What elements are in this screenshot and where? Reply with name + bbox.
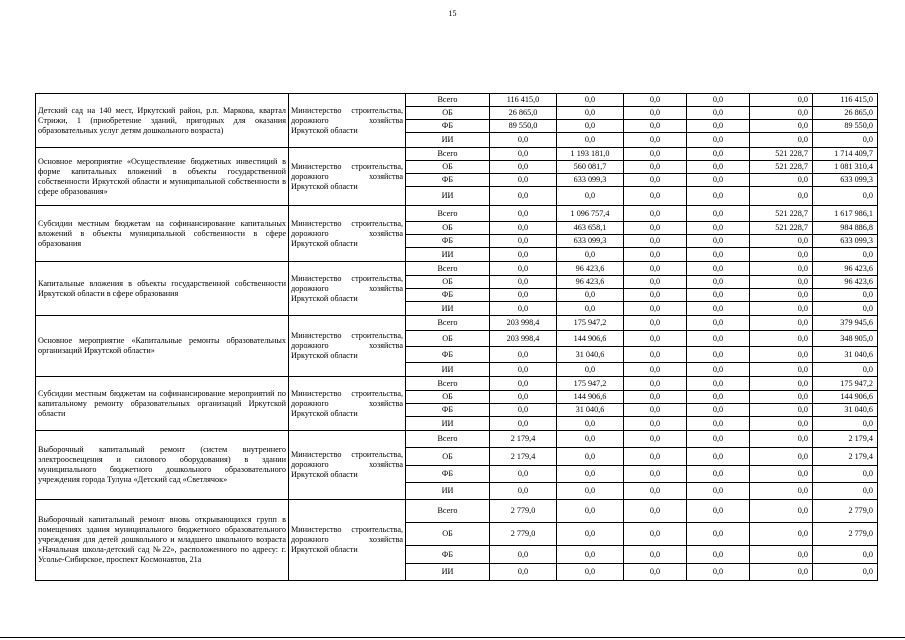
value-cell: 0,0 [490, 483, 557, 500]
value-cell: 0,0 [624, 523, 687, 546]
value-cell: 31 040,6 [557, 404, 624, 417]
value-cell: 0,0 [750, 466, 813, 483]
activity-description: Выборочный капитальный ремонт вновь открывающихся групп в помещениях здания муниципального бюджетного образовательного учреждения для детей дошкольного и младшего школьного возраста «Начальная школа-детский сад №22», расположенного по адресу: г. Усолье-Сибирское, проспект Космонавтов, 21а [36, 500, 289, 581]
value-cell: 0,0 [490, 161, 557, 174]
value-cell: 0,0 [624, 222, 687, 235]
table-row [36, 316, 878, 331]
value-cell: 0,0 [624, 500, 687, 523]
value-cell: 0,0 [813, 133, 878, 148]
value-cell: 560 081,7 [557, 161, 624, 174]
value-cell: 144 906,6 [557, 331, 624, 347]
value-cell: 0,0 [624, 187, 687, 206]
funding-source-label: ОБ [406, 107, 490, 120]
value-cell: 0,0 [750, 417, 813, 431]
value-cell: 0,0 [687, 377, 750, 391]
funding-source-label: Всего [406, 377, 490, 391]
value-cell: 0,0 [624, 546, 687, 564]
value-cell: 1 081 310,4 [813, 161, 878, 174]
value-cell: 0,0 [687, 161, 750, 174]
value-cell: 144 906,6 [813, 391, 878, 404]
value-cell: 1 096 757,4 [557, 206, 624, 222]
value-cell: 0,0 [687, 500, 750, 523]
executor-cell: Министерство строительства, дорожного хозяйства Иркутской области [289, 431, 406, 500]
activity-description: Основное мероприятие «Капитальные ремонты образовательных организаций Иркутской области» [36, 316, 289, 377]
table-row [36, 148, 878, 161]
value-cell: 0,0 [490, 404, 557, 417]
value-cell: 0,0 [490, 363, 557, 377]
value-cell: 348 905,0 [813, 331, 878, 347]
value-cell: 0,0 [813, 289, 878, 302]
value-cell: 0,0 [490, 302, 557, 316]
value-cell: 0,0 [490, 187, 557, 206]
value-cell: 0,0 [557, 94, 624, 107]
value-cell: 0,0 [687, 94, 750, 107]
value-cell: 0,0 [687, 417, 750, 431]
value-cell: 0,0 [750, 483, 813, 500]
value-cell: 0,0 [490, 546, 557, 564]
value-cell: 633 099,3 [557, 235, 624, 248]
value-cell: 0,0 [490, 377, 557, 391]
value-cell: 2 779,0 [813, 500, 878, 523]
value-cell: 0,0 [624, 316, 687, 331]
funding-source-label: ИИ [406, 248, 490, 262]
funding-source-label: ОБ [406, 523, 490, 546]
funding-source-label: Всего [406, 262, 490, 276]
value-cell: 0,0 [813, 466, 878, 483]
value-cell: 0,0 [750, 347, 813, 363]
value-cell: 0,0 [687, 483, 750, 500]
value-cell: 0,0 [750, 363, 813, 377]
value-cell: 0,0 [687, 391, 750, 404]
value-cell: 1 617 986,1 [813, 206, 878, 222]
value-cell: 0,0 [624, 276, 687, 289]
funding-source-label: ИИ [406, 417, 490, 431]
value-cell: 0,0 [624, 206, 687, 222]
value-cell: 2 179,4 [490, 431, 557, 448]
funding-source-label: ФБ [406, 235, 490, 248]
value-cell: 0,0 [624, 120, 687, 133]
value-cell: 203 998,4 [490, 331, 557, 347]
funding-source-label: ОБ [406, 276, 490, 289]
executor-cell: Министерство строительства, дорожного хозяйства Иркутской области [289, 94, 406, 148]
table-row [36, 377, 878, 391]
activity-description: Выборочный капитальный ремонт (систем внутреннего электроосвещения и силового оборудования) в здании муниципального бюджетного дошкольного образовательного учреждения города Тулуна «Детский сад «Светлячок» [36, 431, 289, 500]
value-cell: 0,0 [557, 107, 624, 120]
value-cell: 2 179,4 [490, 448, 557, 466]
value-cell: 0,0 [813, 417, 878, 431]
value-cell: 0,0 [624, 302, 687, 316]
value-cell: 0,0 [687, 120, 750, 133]
value-cell: 0,0 [557, 363, 624, 377]
value-cell: 175 947,2 [557, 316, 624, 331]
funding-source-label: ФБ [406, 546, 490, 564]
value-cell: 0,0 [687, 289, 750, 302]
value-cell: 0,0 [624, 404, 687, 417]
value-cell: 0,0 [557, 120, 624, 133]
value-cell: 0,0 [490, 347, 557, 363]
value-cell: 144 906,6 [557, 391, 624, 404]
executor-cell: Министерство строительства, дорожного хозяйства Иркутской области [289, 262, 406, 316]
value-cell: 633 099,3 [813, 174, 878, 187]
value-cell: 0,0 [813, 248, 878, 262]
value-cell: 1 714 409,7 [813, 148, 878, 161]
value-cell: 26 865,0 [813, 107, 878, 120]
page-number: 15 [448, 9, 457, 18]
value-cell: 2 779,0 [490, 500, 557, 523]
value-cell: 96 423,6 [557, 262, 624, 276]
funding-source-label: ОБ [406, 448, 490, 466]
activity-description: Детский сад на 140 мест, Иркутский район, р.п. Маркова, квартал Стрижи, 1 (приобретение зданий, пригодных для оказания образовательных услуг детям дошкольного возраста) [36, 94, 289, 148]
value-cell: 0,0 [687, 174, 750, 187]
value-cell: 0,0 [557, 431, 624, 448]
value-cell: 2 179,4 [813, 448, 878, 466]
activity-description: Субсидии местным бюджетам на софинансирование мероприятий по капитальному ремонту образовательных организаций Иркутской области [36, 377, 289, 431]
value-cell: 0,0 [490, 133, 557, 148]
value-cell: 0,0 [557, 523, 624, 546]
value-cell: 116 415,0 [813, 94, 878, 107]
value-cell: 0,0 [687, 107, 750, 120]
value-cell: 0,0 [624, 417, 687, 431]
value-cell: 0,0 [687, 148, 750, 161]
value-cell: 0,0 [813, 187, 878, 206]
value-cell: 96 423,6 [557, 276, 624, 289]
page-bottom-border [0, 637, 905, 638]
funding-source-label: ФБ [406, 120, 490, 133]
value-cell: 521 228,7 [750, 161, 813, 174]
value-cell: 175 947,2 [813, 377, 878, 391]
value-cell: 0,0 [750, 523, 813, 546]
funding-source-label: ОБ [406, 161, 490, 174]
value-cell: 0,0 [687, 206, 750, 222]
value-cell: 0,0 [624, 161, 687, 174]
value-cell: 0,0 [557, 302, 624, 316]
value-cell: 0,0 [687, 235, 750, 248]
value-cell: 0,0 [750, 302, 813, 316]
value-cell: 0,0 [687, 448, 750, 466]
value-cell: 0,0 [624, 363, 687, 377]
funding-source-label: ИИ [406, 302, 490, 316]
value-cell: 0,0 [624, 391, 687, 404]
value-cell: 0,0 [750, 94, 813, 107]
value-cell: 0,0 [687, 431, 750, 448]
funding-source-label: ФБ [406, 404, 490, 417]
value-cell: 633 099,3 [557, 174, 624, 187]
value-cell: 0,0 [624, 564, 687, 581]
value-cell: 0,0 [557, 500, 624, 523]
value-cell: 31 040,6 [813, 404, 878, 417]
value-cell: 2 179,4 [813, 431, 878, 448]
value-cell: 0,0 [687, 363, 750, 377]
executor-cell: Министерство строительства, дорожного хозяйства Иркутской области [289, 377, 406, 431]
funding-source-label: ФБ [406, 174, 490, 187]
table-row [36, 262, 878, 276]
value-cell: 0,0 [557, 133, 624, 148]
value-cell: 0,0 [624, 466, 687, 483]
value-cell: 0,0 [750, 248, 813, 262]
value-cell: 0,0 [687, 222, 750, 235]
value-cell: 0,0 [490, 276, 557, 289]
value-cell: 0,0 [490, 466, 557, 483]
value-cell: 0,0 [687, 276, 750, 289]
value-cell: 463 658,1 [557, 222, 624, 235]
value-cell: 2 779,0 [813, 523, 878, 546]
funding-table [35, 93, 878, 581]
value-cell: 0,0 [750, 564, 813, 581]
value-cell: 0,0 [624, 483, 687, 500]
activity-description: Основное мероприятие «Осуществление бюджетных инвестиций в форме капитальных вложений в объекты государственной собственности Иркутской области и муниципальной собственности в сфере образования» [36, 148, 289, 206]
funding-source-label: ИИ [406, 483, 490, 500]
value-cell: 2 779,0 [490, 523, 557, 546]
value-cell: 0,0 [750, 316, 813, 331]
value-cell: 0,0 [557, 448, 624, 466]
value-cell: 0,0 [624, 107, 687, 120]
value-cell: 0,0 [557, 187, 624, 206]
value-cell: 0,0 [624, 431, 687, 448]
value-cell: 0,0 [687, 564, 750, 581]
value-cell: 0,0 [687, 331, 750, 347]
value-cell: 0,0 [813, 302, 878, 316]
value-cell: 0,0 [750, 289, 813, 302]
value-cell: 96 423,6 [813, 262, 878, 276]
value-cell: 0,0 [750, 133, 813, 148]
value-cell: 0,0 [813, 363, 878, 377]
value-cell: 0,0 [687, 347, 750, 363]
value-cell: 89 550,0 [490, 120, 557, 133]
value-cell: 31 040,6 [813, 347, 878, 363]
table-row [36, 431, 878, 448]
value-cell: 0,0 [687, 316, 750, 331]
value-cell: 0,0 [490, 248, 557, 262]
value-cell: 0,0 [750, 404, 813, 417]
funding-source-label: ИИ [406, 564, 490, 581]
value-cell: 0,0 [557, 483, 624, 500]
funding-source-label: ФБ [406, 347, 490, 363]
executor-cell: Министерство строительства, дорожного хозяйства Иркутской области [289, 206, 406, 262]
value-cell: 521 228,7 [750, 222, 813, 235]
funding-source-label: ФБ [406, 289, 490, 302]
value-cell: 0,0 [750, 107, 813, 120]
value-cell: 0,0 [750, 331, 813, 347]
funding-source-label: Всего [406, 500, 490, 523]
value-cell: 89 550,0 [813, 120, 878, 133]
value-cell: 0,0 [624, 262, 687, 276]
value-cell: 0,0 [687, 546, 750, 564]
value-cell: 175 947,2 [557, 377, 624, 391]
value-cell: 0,0 [624, 347, 687, 363]
value-cell: 0,0 [624, 289, 687, 302]
value-cell: 0,0 [624, 248, 687, 262]
funding-source-label: Всего [406, 431, 490, 448]
value-cell: 0,0 [624, 148, 687, 161]
value-cell: 0,0 [750, 174, 813, 187]
value-cell: 31 040,6 [557, 347, 624, 363]
funding-source-label: ИИ [406, 187, 490, 206]
value-cell: 0,0 [813, 483, 878, 500]
value-cell: 0,0 [813, 546, 878, 564]
value-cell: 521 228,7 [750, 148, 813, 161]
value-cell: 0,0 [557, 546, 624, 564]
table-row [36, 94, 878, 107]
funding-source-label: ОБ [406, 391, 490, 404]
value-cell: 0,0 [750, 120, 813, 133]
value-cell: 0,0 [624, 448, 687, 466]
value-cell: 0,0 [750, 235, 813, 248]
value-cell: 0,0 [490, 564, 557, 581]
value-cell: 0,0 [490, 174, 557, 187]
executor-cell: Министерство строительства, дорожного хозяйства Иркутской области [289, 500, 406, 581]
value-cell: 0,0 [687, 404, 750, 417]
value-cell: 0,0 [624, 377, 687, 391]
value-cell: 0,0 [557, 564, 624, 581]
funding-source-label: Всего [406, 206, 490, 222]
value-cell: 0,0 [490, 262, 557, 276]
value-cell: 116 415,0 [490, 94, 557, 107]
activity-description: Капитальные вложения в объекты государственной собственности Иркутской области в сфере образования [36, 262, 289, 316]
funding-source-label: ИИ [406, 133, 490, 148]
funding-source-label: Всего [406, 316, 490, 331]
value-cell: 1 193 181,0 [557, 148, 624, 161]
value-cell: 0,0 [750, 276, 813, 289]
value-cell: 0,0 [813, 564, 878, 581]
value-cell: 0,0 [750, 262, 813, 276]
value-cell: 379 945,6 [813, 316, 878, 331]
value-cell: 0,0 [557, 417, 624, 431]
value-cell: 0,0 [687, 466, 750, 483]
value-cell: 0,0 [750, 391, 813, 404]
funding-source-label: ФБ [406, 466, 490, 483]
value-cell: 521 228,7 [750, 206, 813, 222]
value-cell: 0,0 [557, 289, 624, 302]
value-cell: 0,0 [687, 302, 750, 316]
value-cell: 0,0 [490, 417, 557, 431]
value-cell: 0,0 [750, 187, 813, 206]
value-cell: 0,0 [624, 174, 687, 187]
value-cell: 0,0 [687, 523, 750, 546]
executor-cell: Министерство строительства, дорожного хозяйства Иркутской области [289, 316, 406, 377]
value-cell: 0,0 [750, 546, 813, 564]
value-cell: 0,0 [624, 133, 687, 148]
value-cell: 0,0 [750, 448, 813, 466]
value-cell: 0,0 [750, 500, 813, 523]
value-cell: 0,0 [490, 206, 557, 222]
table-row [36, 500, 878, 523]
funding-source-label: Всего [406, 148, 490, 161]
value-cell: 0,0 [490, 148, 557, 161]
value-cell: 0,0 [490, 391, 557, 404]
value-cell: 0,0 [750, 431, 813, 448]
value-cell: 0,0 [490, 235, 557, 248]
value-cell: 96 423,6 [813, 276, 878, 289]
activity-description: Субсидии местным бюджетам на софинансирование капитальных вложений в объекты муниципальной собственности в сфере образования [36, 206, 289, 262]
funding-source-label: ОБ [406, 331, 490, 347]
value-cell: 0,0 [624, 235, 687, 248]
executor-cell: Министерство строительства, дорожного хозяйства Иркутской области [289, 148, 406, 206]
funding-source-label: ИИ [406, 363, 490, 377]
value-cell: 0,0 [624, 94, 687, 107]
funding-source-label: Всего [406, 94, 490, 107]
value-cell: 0,0 [687, 187, 750, 206]
value-cell: 0,0 [490, 289, 557, 302]
value-cell: 633 099,3 [813, 235, 878, 248]
value-cell: 0,0 [687, 262, 750, 276]
value-cell: 0,0 [557, 466, 624, 483]
table-row [36, 206, 878, 222]
funding-source-label: ОБ [406, 222, 490, 235]
value-cell: 0,0 [490, 222, 557, 235]
value-cell: 0,0 [624, 331, 687, 347]
value-cell: 984 886,8 [813, 222, 878, 235]
value-cell: 0,0 [557, 248, 624, 262]
value-cell: 26 865,0 [490, 107, 557, 120]
value-cell: 0,0 [687, 133, 750, 148]
value-cell: 203 998,4 [490, 316, 557, 331]
value-cell: 0,0 [687, 248, 750, 262]
value-cell: 0,0 [750, 377, 813, 391]
